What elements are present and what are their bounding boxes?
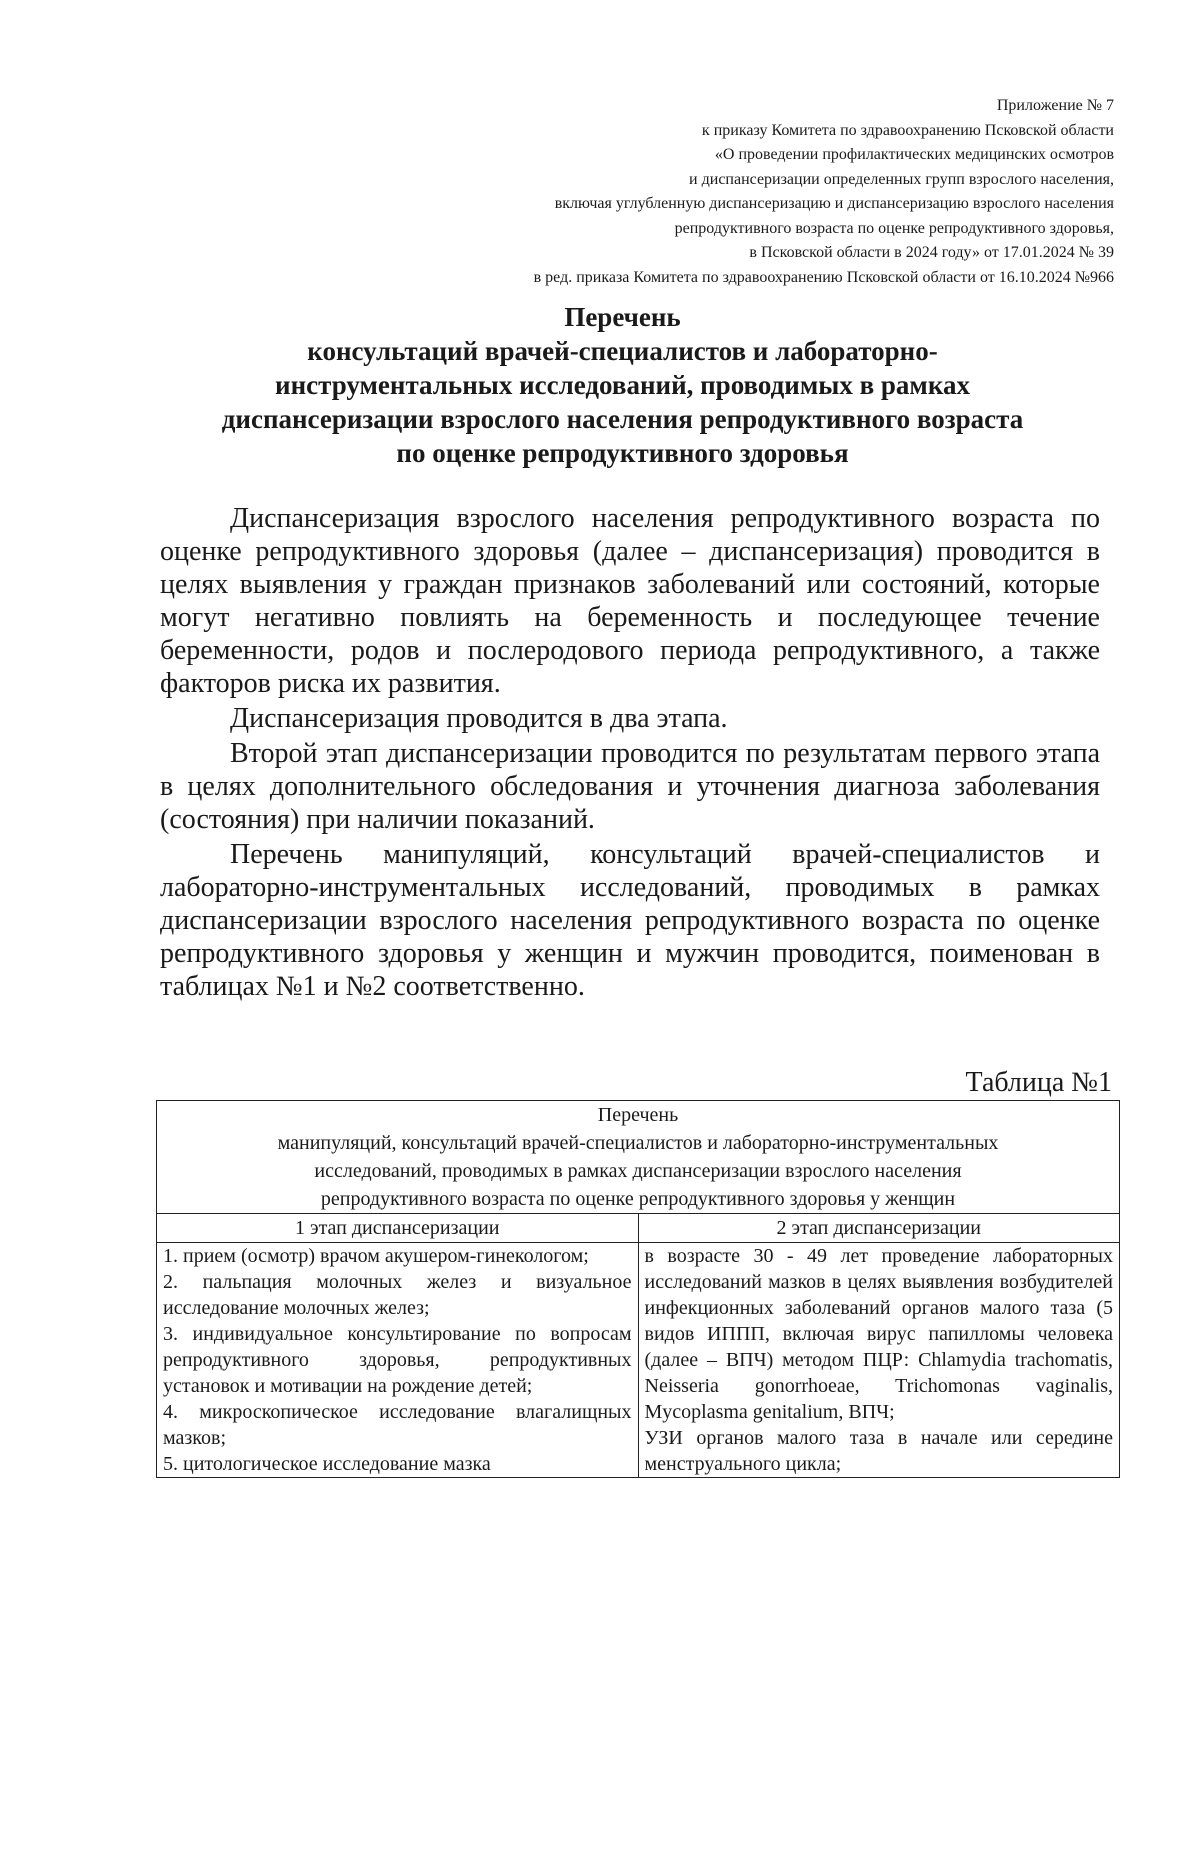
stage1-item: 3. индивидуальное консультирование по вопросам репродуктивного здоровья, репродуктивных установок и мотивации на рождение детей;	[163, 1323, 632, 1397]
title-line: инструментальных исследований, проводимых в рамках	[275, 370, 970, 400]
table-caption: Таблица №1	[965, 1067, 1112, 1098]
table-row	[157, 1243, 1120, 1478]
stage1-item: 4. микроскопическое исследование влагалищных мазков;	[163, 1401, 632, 1449]
title-line: Перечень	[564, 302, 681, 332]
table-title-line: исследований, проводимых в рамках диспансеризации взрослого населения	[314, 1160, 962, 1182]
stage1-item: 1. прием (осмотр) врачом акушером-гинекологом;	[163, 1245, 589, 1267]
stage2-item: УЗИ органов малого таза в начале или середине менструального цикла;	[644, 1427, 1113, 1475]
table-title-row	[157, 1101, 1120, 1214]
table-title-line: Перечень	[597, 1104, 679, 1126]
body-text	[160, 502, 1100, 1005]
body-paragraph: Второй этап диспансеризации проводится по результатам первого этапа в целях дополнительного обследования и уточнения диагноза заболевания (состояния) при наличии показаний.	[160, 738, 1100, 835]
table-title-line: репродуктивного возраста по оценке репродуктивного здоровья у женщин	[320, 1188, 956, 1210]
table-header-row	[157, 1214, 1120, 1243]
body-paragraph: Диспансеризация проводится в два этапа.	[230, 703, 728, 734]
header-line: «О проведении профилактических медицинских осмотров	[714, 146, 1114, 163]
title-line: консультаций врачей-специалистов и лабораторно-	[307, 336, 938, 366]
stage1-header: 1 этап диспансеризации	[157, 1214, 639, 1243]
header-line: в ред. приказа Комитета по здравоохранению Псковской области от 16.10.2024 №966	[533, 268, 1114, 286]
stage1-cell	[157, 1243, 639, 1478]
order-reference-header	[394, 94, 1114, 290]
table-container	[156, 1100, 1120, 1866]
header-line: Приложение № 7	[996, 97, 1114, 114]
header-line: включая углубленную диспансеризацию и диспансеризацию взрослого населения	[554, 195, 1114, 212]
table-title-cell	[157, 1101, 1120, 1214]
header-line: репродуктивного возраста по оценке репродуктивного здоровья,	[674, 219, 1114, 237]
title-line: по оценке репродуктивного здоровья	[396, 438, 849, 468]
stage2-header: 2 этап диспансеризации	[638, 1214, 1120, 1243]
examinations-table	[156, 1100, 1120, 1478]
table-title-line: манипуляций, консультаций врачей-специалистов и лабораторно-инструментальных	[277, 1132, 999, 1154]
stage2-item: в возрасте 30 - 49 лет проведение лабораторных исследований мазков в целях выявления возбудителей инфекционных заболеваний органов малого таза (5 видов ИППП, включая вирус папилломы человека (далее – ВПЧ) методом ПЦР: Chlamydia trachomatis, Neisseria gonorrhoeae, Trichomonas vaginalis, Mycoplasma genitalium, ВПЧ;	[644, 1245, 1113, 1423]
body-paragraph: Диспансеризация взрослого населения репродуктивного возраста по оценке репродуктивного здоровья (далее – диспансеризация) проводится в целях выявления у граждан признаков заболеваний или состояний, которые могут негативно повлиять на беременность и последующее течение беременности, родов и послеродового периода репродуктивного, а также факторов риска их развития.	[160, 503, 1100, 699]
body-paragraph: Перечень манипуляций, консультаций врачей-специалистов и лабораторно-инструментальных исследований, проводимых в рамках диспансеризации взрослого населения репродуктивного возраста по оценке репродуктивного здоровья у женщин и мужчин проводится, поименован в таблицах №1 и №2 соответственно.	[160, 839, 1100, 1002]
header-line: к приказу Комитета по здравоохранению Псковской области	[701, 121, 1114, 139]
stage1-item: 5. цитологическое исследование мазка	[163, 1453, 491, 1475]
title-line: диспансеризации взрослого населения репродуктивного возраста	[221, 404, 1024, 434]
stage2-cell	[638, 1243, 1120, 1478]
stage1-item: 2. пальпация молочных желез и визуальное исследование молочных желез;	[163, 1271, 632, 1319]
document-title	[150, 300, 1095, 470]
header-line: и диспансеризации определенных групп взрослого населения,	[689, 170, 1114, 188]
header-line: в Псковской области в 2024 году» от 17.01.2024 № 39	[749, 244, 1114, 261]
